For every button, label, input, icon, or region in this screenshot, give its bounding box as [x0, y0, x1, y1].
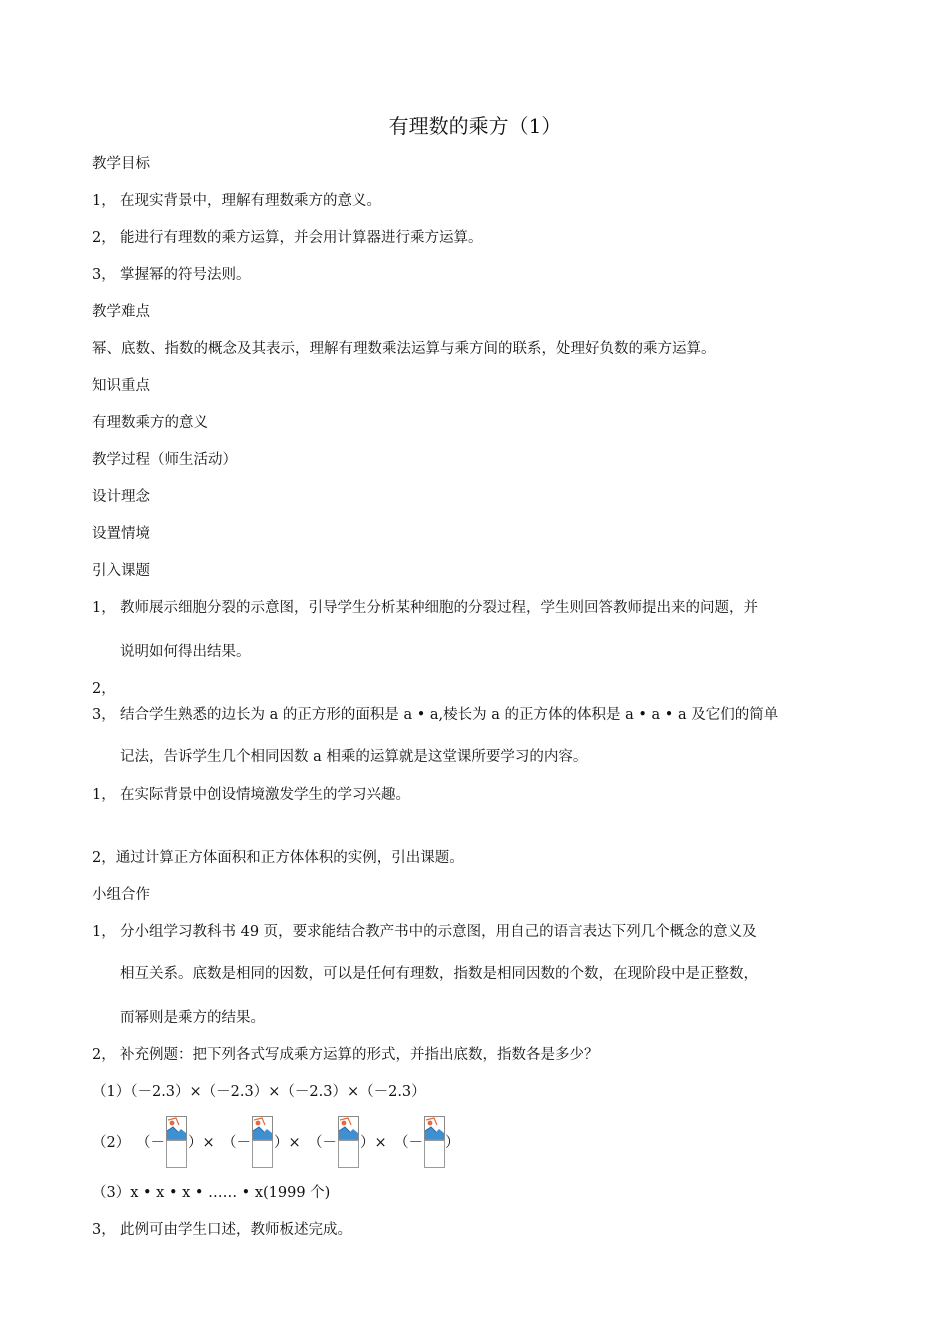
goal-3-text: 掌握幂的符号法则。	[120, 267, 251, 283]
intro-3-number: 3，	[92, 707, 116, 723]
idea-1-number: 1，	[92, 787, 116, 803]
intro-1-number: 1，	[92, 600, 116, 616]
broken-image-icon	[424, 1116, 445, 1140]
group-1-number: 1，	[92, 924, 116, 940]
group-1-continuation-b: 而幂则是乘方的结果。	[120, 1010, 265, 1026]
denominator-placeholder	[166, 1140, 187, 1168]
heading-key-points: 知识重点	[92, 378, 150, 394]
group-item-3	[92, 1219, 352, 1241]
goal-item-3	[92, 264, 251, 286]
example-2-open-4: （－	[394, 1135, 423, 1151]
goal-2-number: 2，	[92, 230, 116, 246]
group-item-2	[92, 1044, 599, 1066]
idea-1-text: 在实际背景中创设情境激发学生的学习兴趣。	[120, 787, 410, 803]
denominator-placeholder	[338, 1140, 359, 1168]
goal-1-text: 在现实背景中，理解有理数乘方的意义。	[120, 193, 381, 209]
example-2-open-3: （－	[308, 1135, 337, 1151]
heading-process: 教学过程（师生活动）	[92, 452, 237, 468]
group-2-number: 2，	[92, 1047, 116, 1063]
idea-item-2: 2，通过计算正方体面积和正方体体积的实例，引出课题。	[92, 850, 464, 866]
page-title: 有理数的乘方（1）	[388, 114, 562, 138]
heading-design-idea: 设计理念	[92, 489, 150, 505]
goal-item-1	[92, 190, 381, 212]
goal-1-number: 1，	[92, 193, 116, 209]
heading-intro: 引入课题	[92, 563, 150, 579]
example-2-label: （2）	[92, 1135, 131, 1151]
intro-item-1	[92, 597, 758, 619]
intro-item-3	[92, 704, 778, 726]
fraction-image-1	[165, 1116, 187, 1168]
heading-situation: 设置情境	[92, 526, 150, 542]
fraction-image-4	[423, 1116, 445, 1168]
intro-3-continuation: 记法，告诉学生几个相同因数 a 相乘的运算就是这堂课所要学习的内容。	[120, 749, 588, 765]
key-points-text: 有理数乘方的意义	[92, 415, 208, 431]
example-2-close-4: ）	[445, 1135, 460, 1151]
example-2-close-2: ）×	[274, 1135, 301, 1151]
intro-1-continuation: 说明如何得出结果。	[120, 644, 251, 660]
group-1-continuation-a: 相互关系。底数是相同的因数，可以是任何有理数，指数是相同因数的个数，在现阶段中是正整数，	[120, 966, 758, 982]
denominator-placeholder	[424, 1140, 445, 1168]
fraction-image-2	[251, 1116, 273, 1168]
broken-image-icon	[252, 1116, 273, 1140]
difficulties-text: 幂、底数、指数的概念及其表示，理解有理数乘法运算与乘方间的联系，处理好负数的乘方运算。	[92, 341, 716, 357]
example-3: （3）x • x • x • …… • x(1999 个)	[92, 1185, 331, 1201]
goal-2-text: 能进行有理数的乘方运算，并会用计算器进行乘方运算。	[120, 230, 483, 246]
broken-image-icon	[166, 1116, 187, 1140]
intro-3-text: 结合学生熟悉的边长为 a 的正方形的面积是 a • a,棱长为 a 的正方体的体积是 a • a • a 及它们的简单	[120, 707, 779, 723]
group-item-1	[92, 921, 757, 943]
group-3-number: 3，	[92, 1222, 116, 1238]
group-1-text: 分小组学习教科书 49 页，要求能结合教产书中的示意图，用自己的语言表达下列几个概念的意义及	[120, 924, 757, 940]
heading-difficulties: 教学难点	[92, 304, 150, 320]
goal-item-2	[92, 227, 483, 249]
example-2-close-1: ）×	[188, 1135, 215, 1151]
group-2-text: 补充例题：把下列各式写成乘方运算的形式，并指出底数，指数各是多少？	[120, 1047, 599, 1063]
example-2-open-2: （－	[222, 1135, 251, 1151]
group-3-text: 此例可由学生口述，教师板述完成。	[120, 1222, 352, 1238]
heading-group-work: 小组合作	[92, 887, 150, 903]
goal-3-number: 3，	[92, 267, 116, 283]
denominator-placeholder	[252, 1140, 273, 1168]
example-2-close-3: ）×	[360, 1135, 387, 1151]
intro-2-number: 2，	[92, 681, 116, 697]
broken-image-icon	[338, 1116, 359, 1140]
fraction-image-3	[337, 1116, 359, 1168]
example-1: （1）（－2.3）×（－2.3）×（－2.3）×（－2.3）	[92, 1084, 426, 1100]
heading-teaching-goals: 教学目标	[92, 156, 150, 172]
intro-1-text: 教师展示细胞分裂的示意图，引导学生分析某种细胞的分裂过程，学生则回答教师提出来的问题，并	[120, 600, 758, 616]
idea-item-1	[92, 784, 410, 806]
example-2-open-1: （－	[136, 1135, 165, 1151]
